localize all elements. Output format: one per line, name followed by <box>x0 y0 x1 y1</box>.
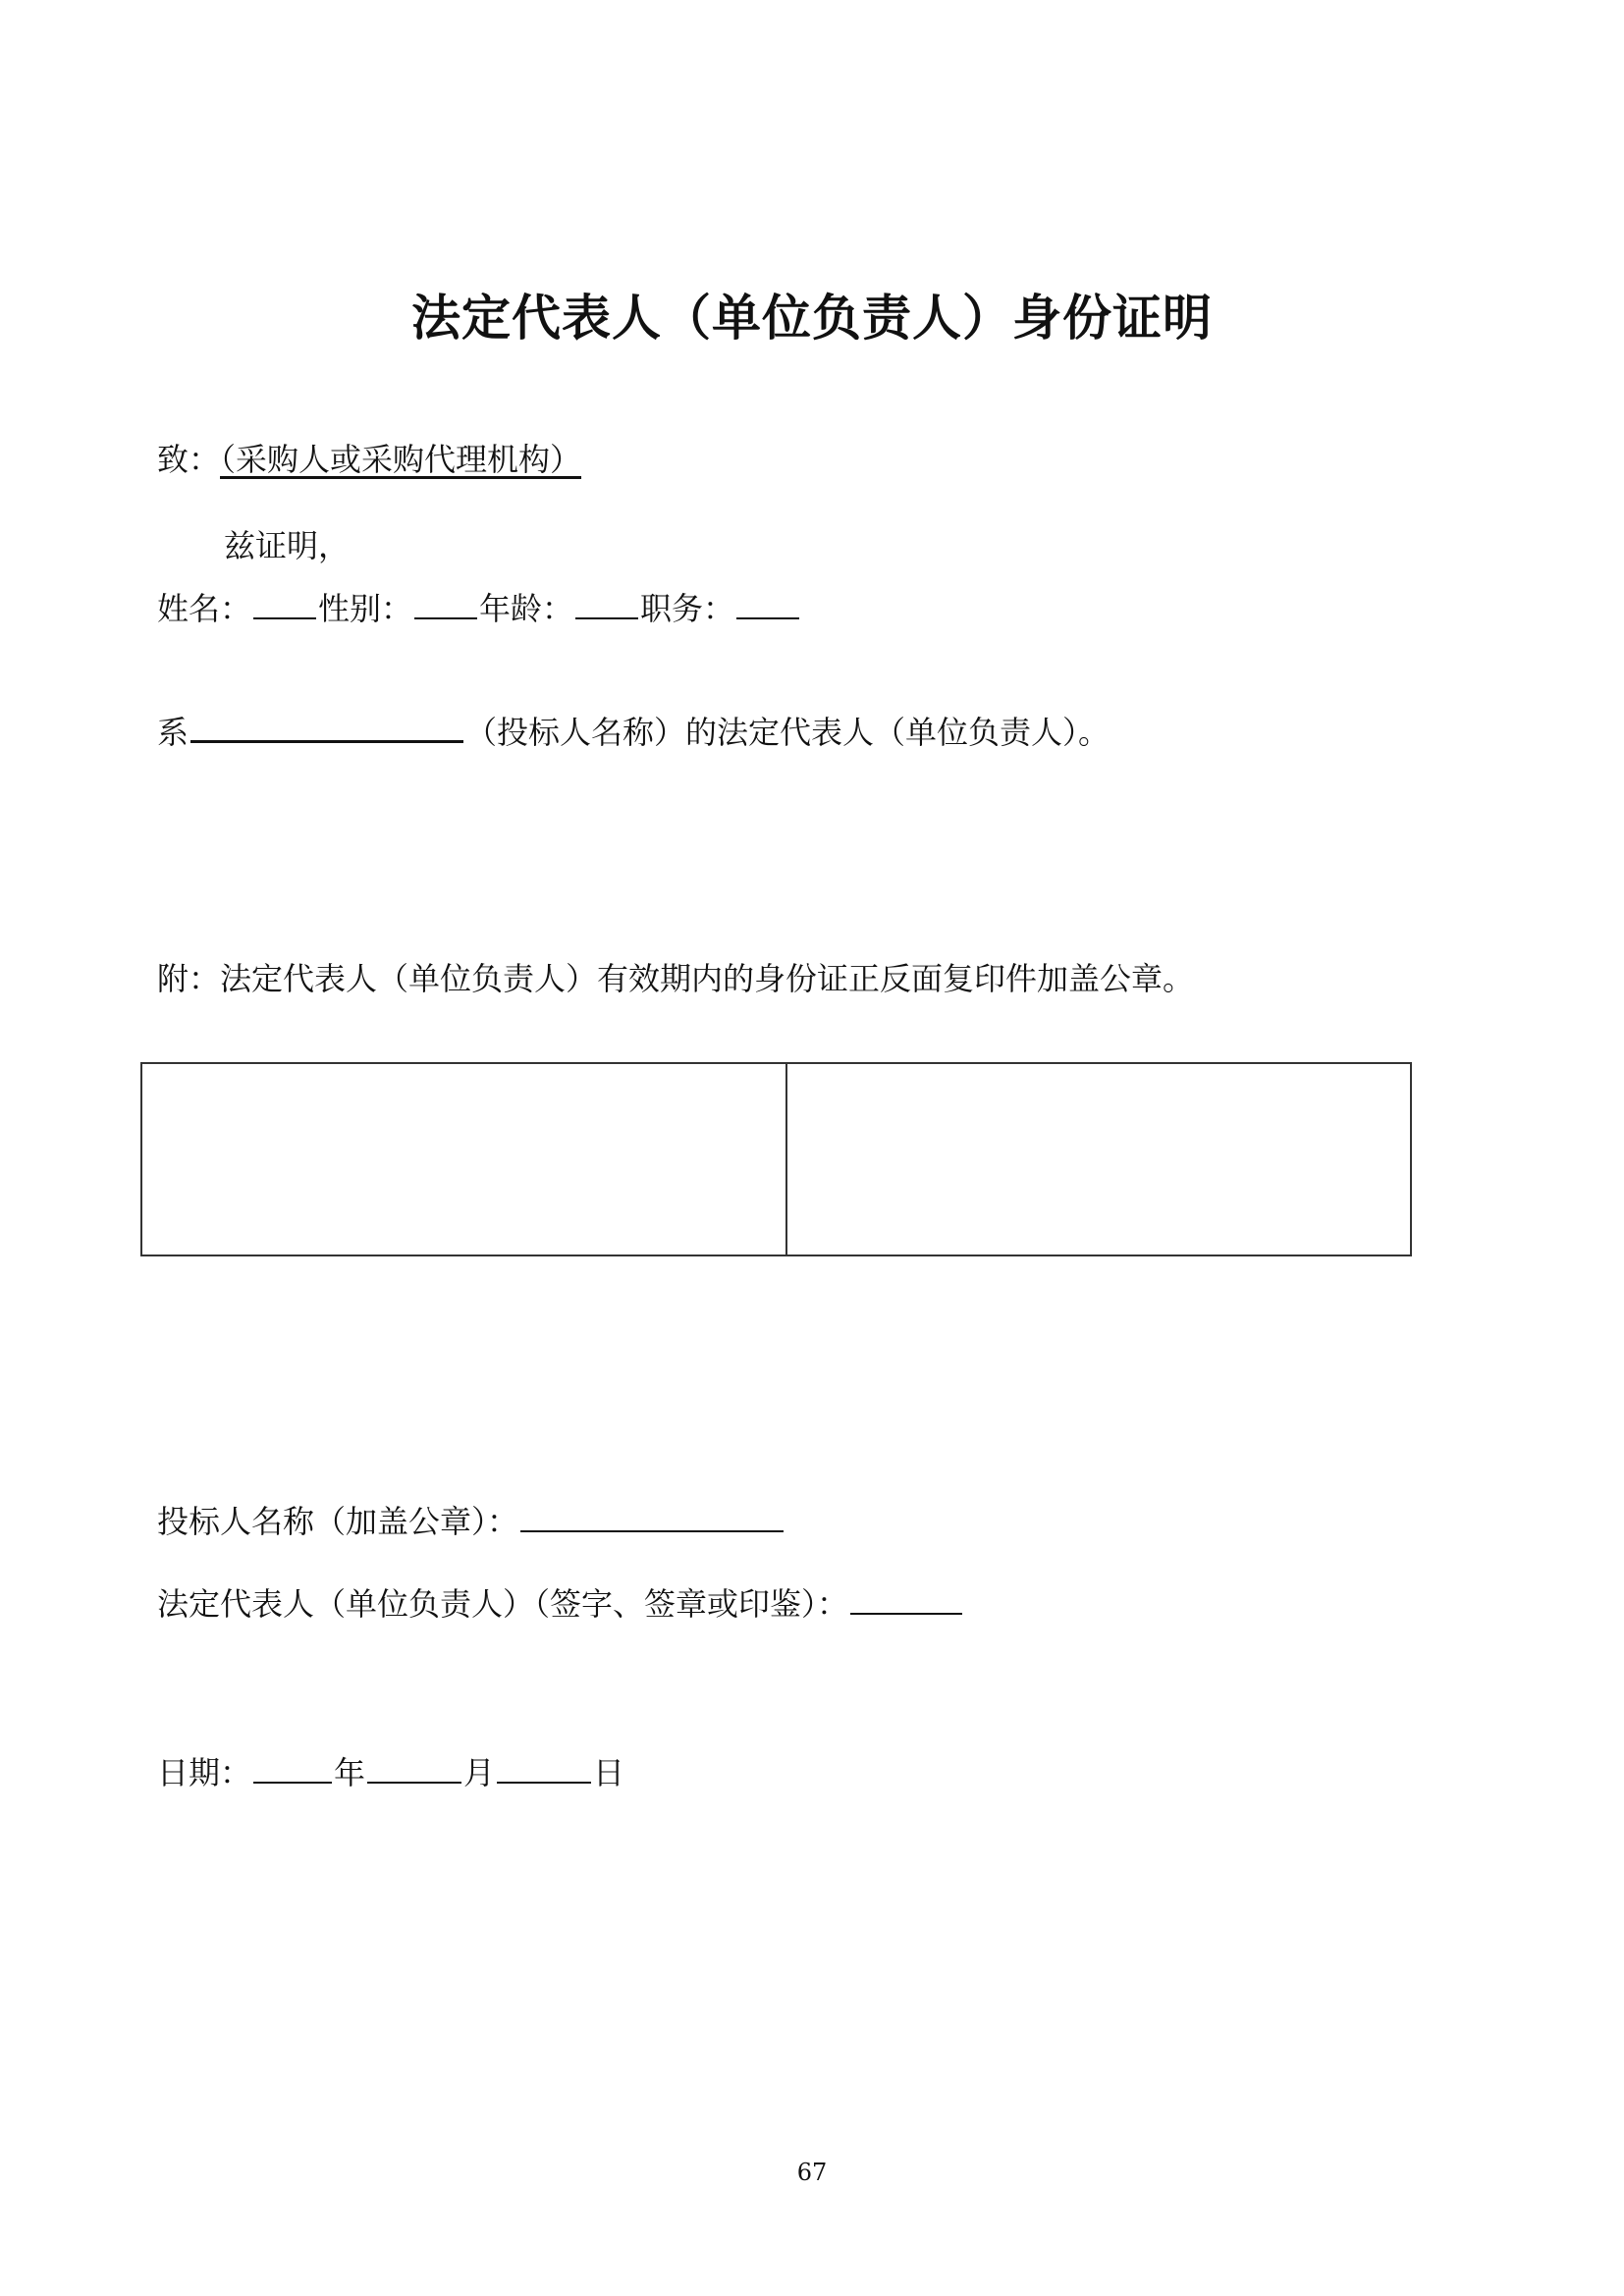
position-label: 职务： <box>640 590 735 627</box>
attachment-note: 附：法定代表人（单位负责人）有效期内的身份证正反面复印件加盖公章。 <box>157 960 1195 997</box>
month-label: 月 <box>463 1754 496 1791</box>
age-label: 年龄： <box>479 590 574 627</box>
year-label: 年 <box>334 1754 366 1791</box>
addressee-prefix: 致： <box>157 441 221 478</box>
bidder-signature-line <box>157 1500 785 1543</box>
date-label: 日期： <box>157 1754 252 1791</box>
name-label: 姓名： <box>157 590 252 627</box>
representative-signature-blank[interactable] <box>850 1583 962 1615</box>
addressee-name: （采购人或采购代理机构） <box>220 441 582 478</box>
representative-label: 法定代表人（单位负责人）（签字、签章或印鉴）： <box>157 1585 849 1623</box>
bidder-name-blank[interactable] <box>190 711 463 743</box>
bidder-name-label: 投标人名称（加盖公章）： <box>157 1503 519 1540</box>
year-blank[interactable] <box>253 1752 332 1784</box>
age-blank[interactable] <box>575 588 638 619</box>
name-blank[interactable] <box>253 588 316 619</box>
addressee-line <box>157 438 581 481</box>
declaration-suffix: （投标人名称）的法定代表人（单位负责人）。 <box>465 714 1110 751</box>
personal-info-line <box>157 587 801 630</box>
day-label: 日 <box>593 1754 625 1791</box>
intro-text: 兹证明， <box>224 527 351 564</box>
page-number: 67 <box>796 2159 828 2186</box>
position-blank[interactable] <box>736 588 799 619</box>
id-card-copy-box <box>140 1062 1412 1256</box>
bidder-seal-blank[interactable] <box>520 1501 784 1532</box>
day-blank[interactable] <box>497 1752 591 1784</box>
gender-blank[interactable] <box>414 588 477 619</box>
date-line <box>157 1751 624 1794</box>
month-blank[interactable] <box>367 1752 461 1784</box>
representative-signature-line <box>157 1582 964 1626</box>
id-card-front-area <box>142 1064 787 1255</box>
declaration-line <box>157 711 1110 754</box>
gender-label: 性别： <box>318 590 413 627</box>
id-card-back-area <box>787 1064 1410 1255</box>
page-title: 法定代表人（单位负责人）身份证明 <box>411 289 1213 347</box>
declaration-prefix: 系 <box>157 714 189 751</box>
